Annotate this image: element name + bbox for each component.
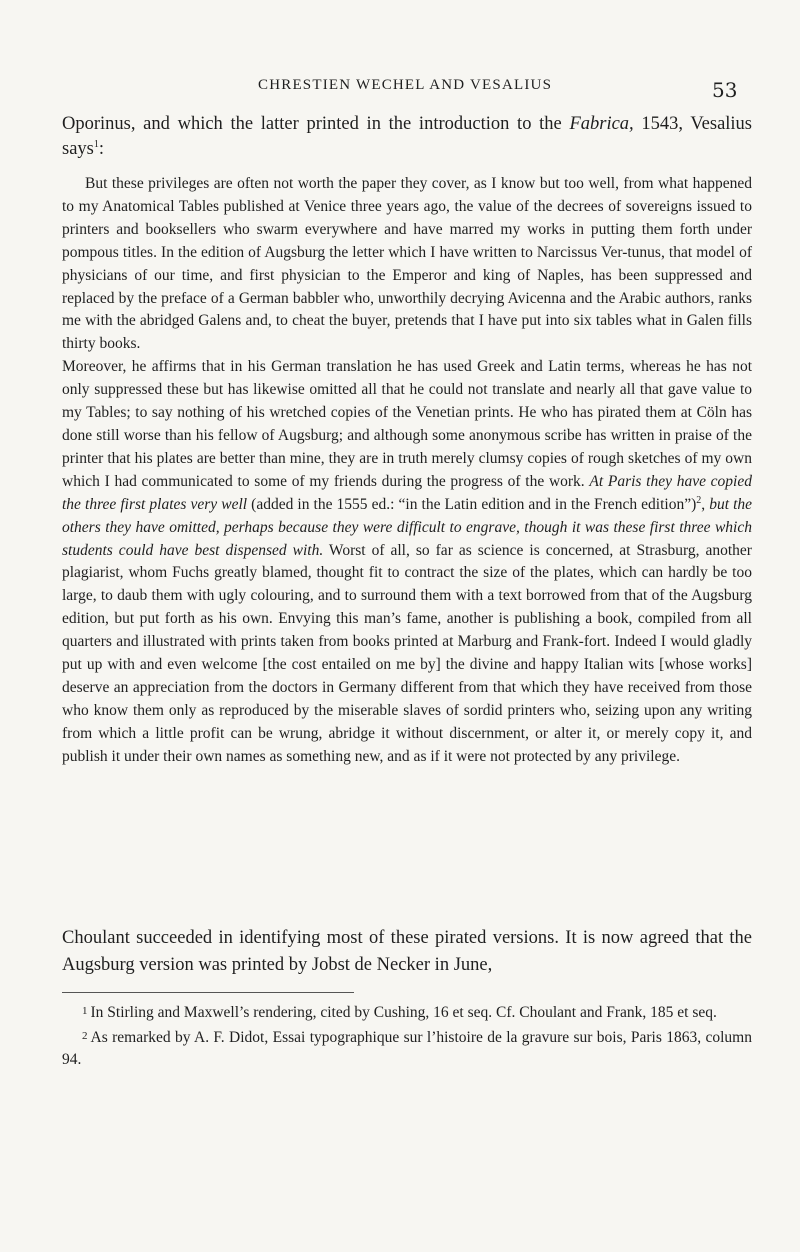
intro-text-2: 1543, Vesalius says [62, 114, 753, 159]
footnote-ref-1: 1 [93, 138, 99, 150]
body-paragraph: Choulant succeeded in identifying most of these pirated versions. It is now agreed that the Augsburg version was printed by Jobst de Necker in June, [62, 928, 752, 975]
quote-p2-text-c: , [701, 495, 710, 513]
quote-p2-italic-2: but the others they have omitted, perhaps because they were difficult to engrave, though it was these first three which students could have best dispensed with. [62, 495, 753, 559]
intro-paragraph [62, 112, 752, 162]
footnote-rule [62, 992, 354, 993]
footnote-mark-1: 1 [82, 1005, 88, 1017]
block-quote [62, 173, 752, 769]
footnote-text-1: In Stirling and Maxwell’s rendering, cited by Cushing, 16 et seq. Cf. Choulant and Frank, 185 et seq. [90, 1004, 717, 1021]
quote-paragraph-2 [62, 356, 752, 768]
quote-p2-text-d: Worst of all, so far as science is concerned, at Strasburg, another plagiarist, whom Fuchs greatly blamed, thought fit to contract the size of the plates, which can hardly be too large, to daub them with ugly colouring, and to surround them with a text borrowed from that of the Augsburg edition, but put forth as his own. Envying this man’s fame, another is publishing a book, compiled from all quarters and illustrated with prints taken from books printed at Marburg and Frank-fort. Indeed I would gladly put up with and even welcome [the cost entailed on me by] the divine and happy Italian wits [whose works] deserve an appreciation from the doctors in Germany different from that which they have received from those who know them only as reproduced by the miserable slaves of sordid printers who, seizing upon any writing from which a little profit can be wrung, abridge it without discernment, or alter it, or merely copy it, and publish it under their own names as something new, and as if it were not protected by any privilege. [62, 541, 752, 765]
fabrica-title: Fabrica, [569, 114, 634, 134]
footnote-2 [62, 1025, 752, 1072]
footnote-text-2: As remarked by A. F. Didot, Essai typographique sur l’histoire de la gravure sur bois, Paris 1863, column 94. [62, 1028, 752, 1068]
quote-p2-text-a: Moreover, he affirms that in his German translation he has used Greek and Latin terms, whereas he has not only suppressed these but has likewise omitted all that he could not translate and nearly all that gave value to my Tables; to say nothing of his wretched copies of the Venetian prints. He who has pirated them at Cöln has done still worse than his fellow of Augsburg; and although some anonymous scribe has written in praise of the printer that his plates are better than mine, they are in truth merely clumsy copies of rough sketches of my own which I had communicated to some of my friends during the progress of the work. [62, 358, 752, 490]
intro-text-1: Oporinus, and which the latter printed in the introduction to the [62, 114, 570, 134]
quote-p2-italic-1: At Paris they have copied the three first plates very well [62, 472, 752, 513]
footnotes [62, 1000, 752, 1072]
quote-paragraph-1: But these privileges are often not worth the paper they cover, as I know but too well, from what happened to my Anatomical Tables published at Venice three years ago, the value of the decrees of sovereigns issued to printers and booksellers who swarm everywhere and have marred my works in putting them forth under pompous titles. In the edition of Augsburg the letter which I have written to Narcissus Ver-tunus, that model of physicians of our time, and first physician to the Emperor and king of Naples, has been suppressed and replaced by the preface of a German babbler who, unworthily decrying Avicenna and the Arabic authors, ranks me with the abridged Galens and, to cheat the buyer, pretends that I have put into six tables what in Galen fills thirty books. [62, 175, 752, 353]
footnote-1 [62, 1000, 752, 1025]
page-number: 53 [712, 78, 738, 102]
footnote-ref-2: 2 [696, 494, 702, 506]
footnote-mark-2: 2 [82, 1029, 88, 1042]
running-head: CHRESTIEN WECHEL AND VESALIUS [258, 77, 553, 93]
intro-text-3: : [98, 139, 105, 159]
quote-p2-text-b: (added in the 1555 ed.: “in the Latin edition and in the French edition”) [247, 495, 697, 513]
